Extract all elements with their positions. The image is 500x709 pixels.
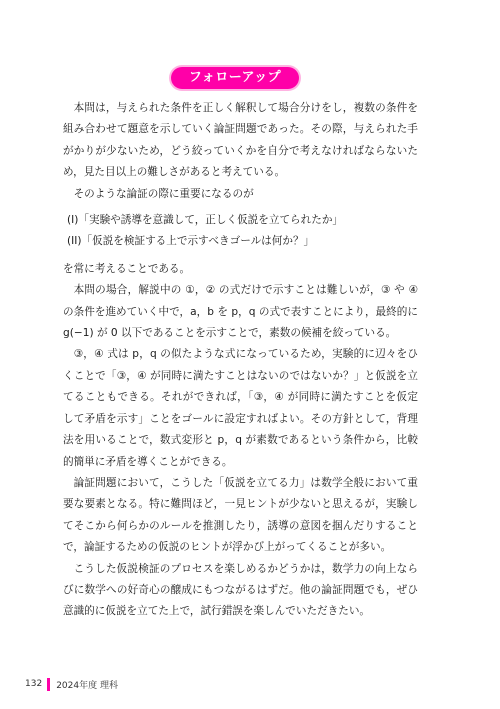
paragraph-1: 本問は，与えられた条件を正しく解釈して場合分けをし，複数の条件を組み合わせて題意を示していく論証問題であった。その際，与えられた手がかりが少ないため，どう絞っていくかを自分で考えなければならないため，見た目以上の難しさがあると考えている。 [63, 102, 418, 179]
key-question-1: (I)「実験や誘導を意識して，正しく仮説を立てられたか」 [67, 214, 344, 227]
page-footer [25, 677, 118, 691]
footer-label: 2024年度 理科 [56, 680, 118, 691]
paragraph-7: こうした仮説検証のプロセスを楽しめるかどうかは，数学力の向上ならびに数学への好奇心の醸成にもつながるはずだ。他の論証問題でも，ぜひ意識的に仮説を立てた上で，試行錯誤を楽しんでいただきたい。 [63, 562, 418, 618]
key-questions-list [63, 210, 418, 253]
section-badge-follow-up: フォローアップ [171, 67, 299, 89]
paragraph-3: を常に考えることである。 [63, 262, 191, 275]
article-body [63, 98, 418, 623]
key-question-2: (II)「仮説を検証する上で示すべきゴールは何か？」 [67, 235, 315, 248]
paragraph-6: 論証問題において，こうした「仮説を立てる力」は数学全般において重要な要素となる。特に難問ほど，一見ヒントが少ないと思えるが，実験してそこから何らかのルールを推測したり，誘導の意図を掴んだりすることで，論証するための仮説のヒントが浮かび上がってくることが多い。 [63, 476, 418, 554]
paragraph-4: 本問の場合，解説中の ①，② の式だけで示すことは難しいが，③ や ④ の条件を進めていく中で，a，b を p，q の式で表すことにより，最終的に g(−1) が 0 以下であることを示すことで，素数の候補を絞っている。 [63, 284, 418, 340]
page-number: 132 [25, 679, 43, 689]
paragraph-5: ③，④ 式は p，q の似たような式になっているため，実験的に辺々をひくことで「③，④ が同時に満たすことはないのではないか？」と仮説を立てることもできる。それができれば，「③，④ が同時に満たすことを仮定して矛盾を示す」ことをゴールに設定すればよい。その方針として，背理法を用いることで，数式変形と p，q が素数であるという条件から，比較的簡単に矛盾を導くことができる。 [63, 348, 418, 468]
paragraph-2: そのような論証の際に重要になるのが [73, 187, 254, 200]
footer-accent-bar [47, 678, 50, 691]
